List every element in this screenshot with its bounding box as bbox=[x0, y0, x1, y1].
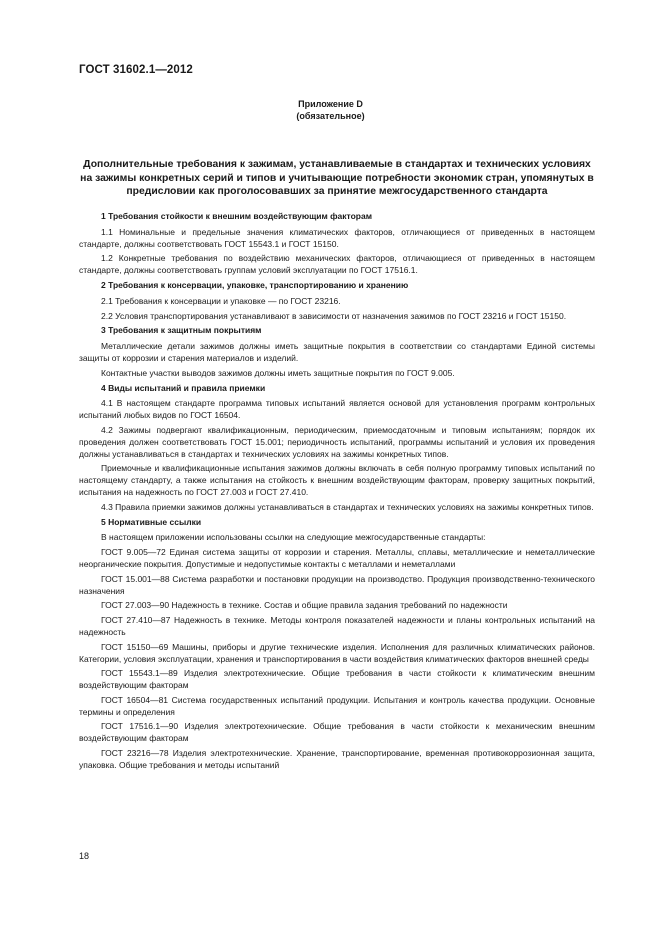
paragraph: 1.1 Номинальные и предельные значения климатических факторов, отличающиеся от приведенных в настоящем стандарте, должны соответствовать ГОСТ 15543.1 и ГОСТ 15150. bbox=[79, 226, 595, 249]
paragraph: Приемочные и квалификационные испытания зажимов должны включать в себя полную программу типовых испытаний по настоящему стандарту, а также испытания на стойкость к внешним воздействующим факторам, проверку защитных покрытий, испытания на надежность по ГОСТ 27.003 и ГОСТ 27.410. bbox=[79, 463, 595, 497]
document-header: ГОСТ 31602.1—2012 bbox=[79, 64, 193, 76]
page-number: 18 bbox=[79, 851, 90, 861]
section-heading: 2 Требования к консервации, упаковке, транспортированию и хранению bbox=[101, 279, 409, 290]
reference-item: ГОСТ 15150—69 Машины, приборы и другие технические изделия. Исполнения для различных климатических районов. Категории, условия эксплуатации, хранения и транспортирования в части воздействия климатических факторов внешней среды bbox=[79, 641, 595, 664]
section-heading: 5 Нормативные ссылки bbox=[101, 516, 202, 527]
appendix-title: Дополнительные требования к зажимам, устанавливаемые в стандартах и технических условиях на зажимы конкретных серий и типов и учитывающие потребности экономик стран, упомянутых в предисловии как проголосовавших за принятие межгосударственного стандарта bbox=[80, 159, 594, 197]
reference-item: ГОСТ 17516.1—90 Изделия электротехнические. Общие требования в части стойкости к механическим внешним воздействующим факторам bbox=[79, 721, 595, 744]
section-5 bbox=[79, 517, 595, 772]
section-2 bbox=[79, 280, 595, 322]
section-4 bbox=[79, 383, 595, 514]
paragraph: 2.1 Требования к консервации и упаковке — по ГОСТ 23216. bbox=[101, 295, 341, 306]
appendix-label-block bbox=[0, 98, 661, 122]
paragraph: 4.1 В настоящем стандарте программа типовых испытаний является основой для установления программ контрольных испытаний любых видов по ГОСТ 16504. bbox=[79, 398, 595, 421]
appendix-label: Приложение D bbox=[298, 99, 363, 109]
reference-item: ГОСТ 16504—81 Система государственных испытаний продукции. Испытания и контроль качества продукции. Основные термины и определения bbox=[79, 694, 595, 717]
appendix-type: (обязательное) bbox=[296, 111, 365, 121]
paragraph: Контактные участки выводов зажимов должны иметь защитные покрытия по ГОСТ 9.005. bbox=[101, 367, 455, 378]
reference-item: ГОСТ 9.005—72 Единая система защиты от коррозии и старения. Металлы, сплавы, металлические и неметаллические неорганические покрытия. Допустимые и недопустимые контакты с металлами и неметаллами bbox=[79, 547, 595, 569]
reference-item: ГОСТ 23216—78 Изделия электротехнические. Хранение, транспортирование, временная противокоррозионная защита, упаковка. Общие требования и методы испытаний bbox=[79, 748, 595, 770]
reference-item: ГОСТ 15.001—88 Система разработки и постановки продукции на производство. Продукция производственно-технического назначения bbox=[79, 573, 595, 596]
paragraph: В настоящем приложении использованы ссылки на следующие межгосударственные стандарты: bbox=[101, 532, 486, 543]
paragraph: 2.2 Условия транспортирования устанавливают в зависимости от назначения зажимов по ГОСТ 23216 и ГОСТ 15150. bbox=[101, 310, 567, 321]
paragraph: Металлические детали зажимов должны иметь защитные покрытия в соответствии со стандартами Единой системы защиты от коррозии и старения материалов и изделий. bbox=[79, 341, 595, 363]
section-heading: 3 Требования к защитным покрытиям bbox=[101, 325, 262, 336]
reference-item: ГОСТ 27.410—87 Надежность в технике. Методы контроля показателей надежности и планы контрольных испытаний на надежность bbox=[79, 615, 595, 637]
section-heading: 4 Виды испытаний и правила приемки bbox=[101, 382, 266, 393]
section-heading: 1 Требования стойкости к внешним воздействующим факторам bbox=[101, 211, 372, 221]
section-3 bbox=[79, 325, 595, 379]
paragraph: 1.2 Конкретные требования по воздействию механических факторов, отличающиеся от приведенных в настоящем стандарте, должны соответствовать группам условий эксплуатации по ГОСТ 17516.1. bbox=[79, 253, 595, 276]
reference-item: ГОСТ 27.003—90 Надежность в технике. Состав и общие правила задания требований по надежности bbox=[101, 600, 508, 611]
reference-item: ГОСТ 15543.1—89 Изделия электротехнические. Общие требования в части стойкости к климатическим внешним воздействующим факторам bbox=[79, 668, 595, 691]
paragraph: 4.2 Зажимы подвергают квалификационным, периодическим, приемосдаточным и типовым испытаниям; порядок их проведения должен соответствовать ГОСТ 15.001; периодичность испытаний, программы испытаний и условия их проведения должны устанавливаться в стандартах и технических условиях на зажимы конкретных типов. bbox=[79, 424, 595, 459]
section-1 bbox=[79, 211, 595, 277]
document-body bbox=[79, 211, 595, 775]
paragraph: 4.3 Правила приемки зажимов должны устанавливаться в стандартах и технических условиях на зажимы конкретных типов. bbox=[101, 501, 594, 512]
